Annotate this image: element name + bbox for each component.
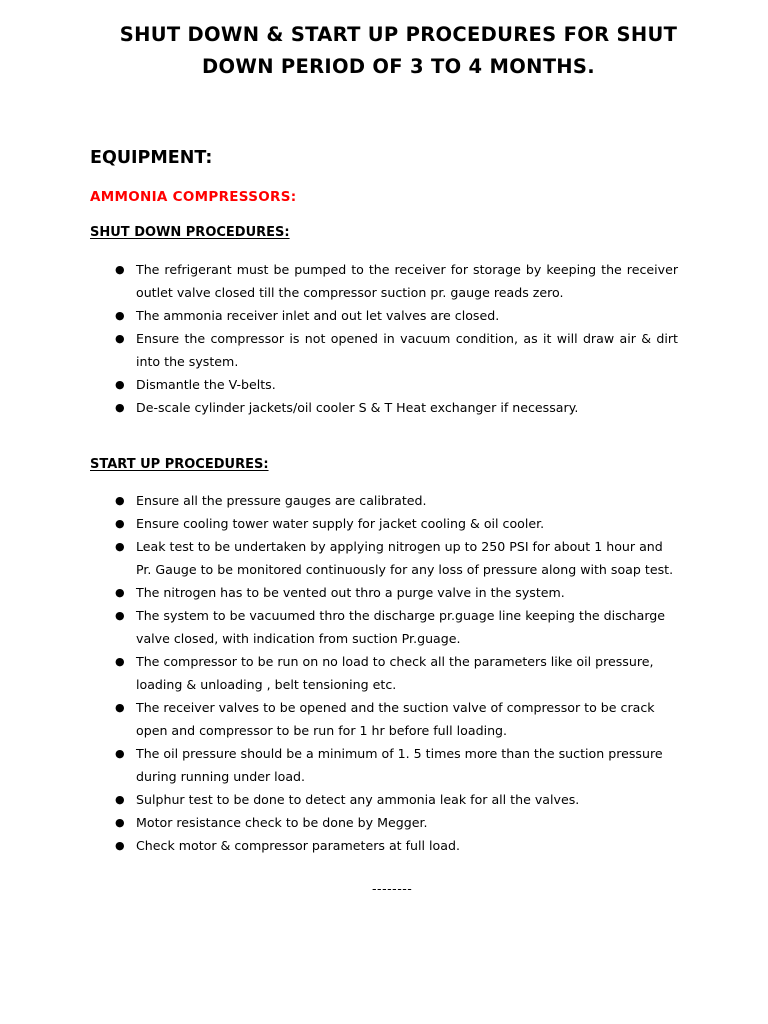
- bullet-icon: ●: [115, 747, 125, 760]
- list-item: ● Sulphur test to be done to detect any ammonia leak for all the valves.: [90, 788, 678, 811]
- list-item: ● Check motor & compressor parameters at full load.: [90, 834, 678, 857]
- bullet-icon: ●: [115, 816, 125, 829]
- list-item: ● The oil pressure should be a minimum of 1. 5 times more than the suction pressure during running under load.: [90, 742, 678, 788]
- list-item: ● De-scale cylinder jackets/oil cooler S & T Heat exchanger if necessary.: [90, 396, 678, 419]
- list-item: ● The compressor to be run on no load to check all the parameters like oil pressure, loading & unloading , belt tensioning etc.: [90, 650, 678, 696]
- bullet-icon: ●: [115, 839, 125, 852]
- list-item: ● Motor resistance check to be done by Megger.: [90, 811, 678, 834]
- list-item: ● The refrigerant must be pumped to the receiver for storage by keeping the receiver outlet valve closed till the compressor suction pr. gauge reads zero.: [90, 258, 678, 304]
- title-line-2: DOWN PERIOD OF 3 TO 4 MONTHS.: [202, 55, 595, 78]
- bullet-icon: ●: [115, 494, 125, 507]
- bullet-icon: ●: [115, 309, 125, 322]
- list-item: ● Ensure the compressor is not opened in vacuum condition, as it will draw air & dirt into the system.: [90, 327, 678, 373]
- startup-heading: START UP PROCEDURES:: [90, 457, 269, 472]
- bullet-icon: ●: [115, 332, 125, 345]
- bullet-icon: ●: [115, 586, 125, 599]
- bullet-icon: ●: [115, 378, 125, 391]
- list-item: ● Ensure all the pressure gauges are calibrated.: [90, 489, 678, 512]
- bullet-icon: ●: [115, 263, 125, 276]
- list-item: ● The receiver valves to be opened and the suction valve of compressor to be crack open and compressor to be run for 1 hr before full loading.: [90, 696, 678, 742]
- equipment-heading: EQUIPMENT:: [90, 148, 213, 168]
- bullet-icon: ●: [115, 655, 125, 668]
- bullet-icon: ●: [115, 517, 125, 530]
- bullet-icon: ●: [115, 793, 125, 806]
- end-mark: --------: [372, 881, 413, 896]
- startup-list: [90, 489, 678, 857]
- bullet-icon: ●: [115, 540, 125, 553]
- list-item: ● The nitrogen has to be vented out thro a purge valve in the system.: [90, 581, 678, 604]
- bullet-icon: ●: [115, 401, 125, 414]
- list-item: ● The system to be vacuumed thro the discharge pr.guage line keeping the discharge valve closed, with indication from suction Pr.guage.: [90, 604, 678, 650]
- shutdown-heading: SHUT DOWN PROCEDURES:: [90, 225, 290, 240]
- bullet-icon: ●: [115, 609, 125, 622]
- equipment-name: AMMONIA COMPRESSORS:: [90, 189, 297, 205]
- shutdown-list: [90, 258, 678, 419]
- bullet-icon: ●: [115, 701, 125, 714]
- list-item: ● Leak test to be undertaken by applying nitrogen up to 250 PSI for about 1 hour and Pr. Gauge to be monitored continuously for any loss of pressure along with soap test.: [90, 535, 678, 581]
- document-title: [90, 19, 707, 83]
- list-item: ● Dismantle the V-belts.: [90, 373, 678, 396]
- title-line-1: SHUT DOWN & START UP PROCEDURES FOR SHUT: [119, 23, 678, 46]
- list-item: ● The ammonia receiver inlet and out let valves are closed.: [90, 304, 678, 327]
- list-item: ● Ensure cooling tower water supply for jacket cooling & oil cooler.: [90, 512, 678, 535]
